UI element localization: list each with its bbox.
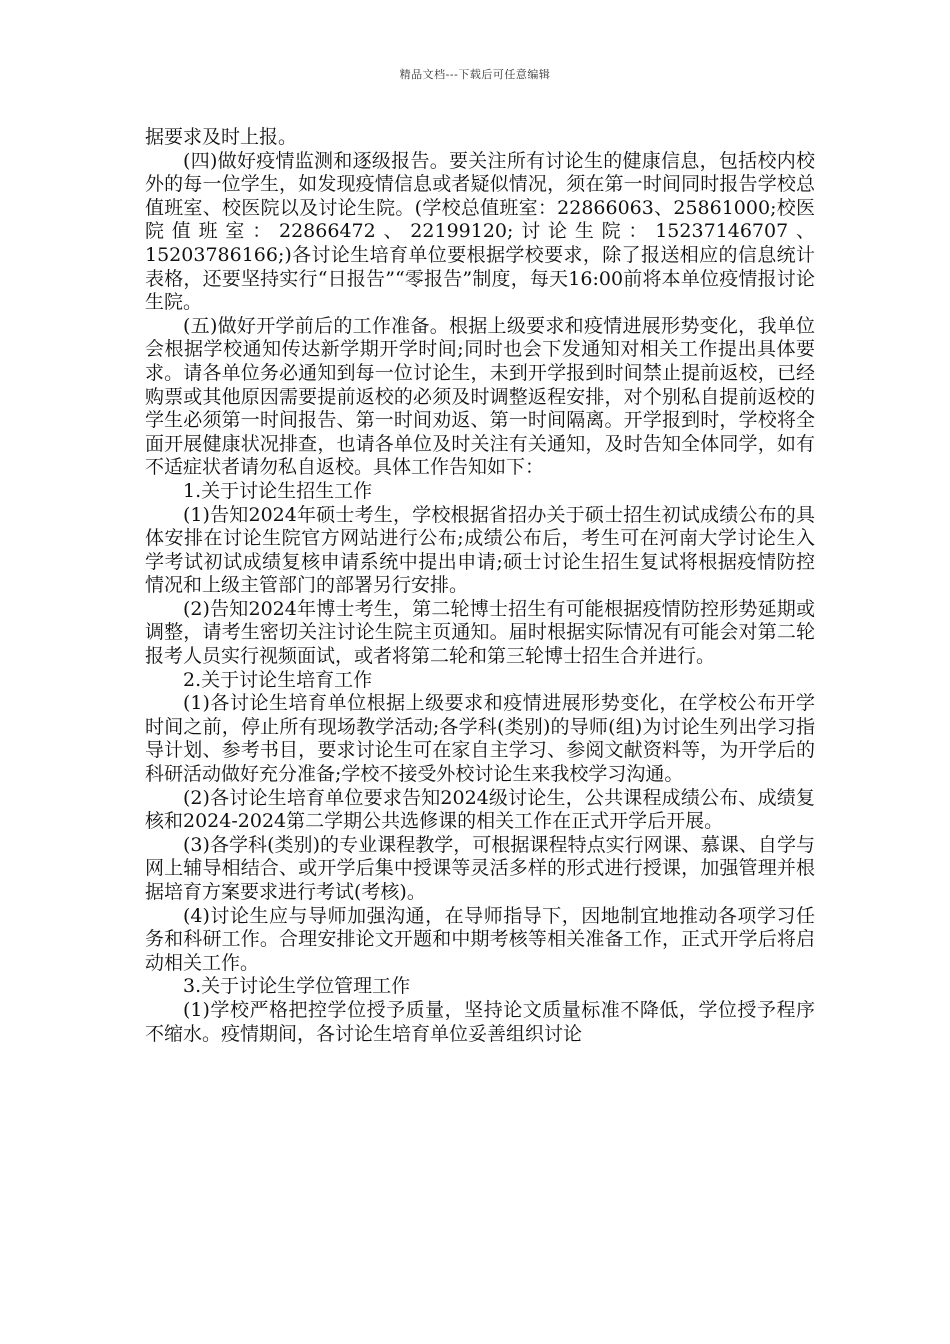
paragraph-epidemic-reporting: (四)做好疫情监测和逐级报告。要关注所有讨论生的健康信息，包括校内校外的每一位学生，如发现疫情信息或者疑似情况，须在第一时间同时报告学校总值班室、校医院以及讨论生院。(学校总值班室：22866063、25861000;校医院值班室：22866472、22199120;讨论生院：15237146707、15203786166;)各讨论生培育单位要根据学校要求，除了报送相应的信息统计表格，还要坚持实行“日报告”“零报告”制度，每天16:00前将本单位疫情报讨论生院。 (145, 149, 815, 314)
paragraph-continuation: 据要求及时上报。 (145, 126, 298, 148)
paragraph-training-1: (1)各讨论生培育单位根据上级要求和疫情进展形势变化，在学校公布开学时间之前，停止所有现场教学活动;各学科(类别)的导师(组)为讨论生列出学习指导计划、参考书目，要求讨论生可在家自主学习、参阅文献资料等，为开学后的科研活动做好充分准备;学校不接受外校讨论生来我校学习沟通。 (145, 692, 815, 786)
section-heading-training: 2.关于讨论生培育工作 (183, 668, 373, 691)
paragraph-training-3: (3)各学科(类别)的专业课程教学，可根据课程特点实行网课、慕课、自学与网上辅导相结合、或开学后集中授课等灵活多样的形式进行授课，加强管理并根据培育方案要求进行考试(考核)。 (145, 833, 815, 903)
document-body (145, 126, 815, 1046)
section-heading-admissions: 1.关于讨论生招生工作 (183, 479, 373, 502)
paragraph-degree-1: (1)学校严格把控学位授予质量，坚持论文质量标准不降低，学位授予程序不缩水。疫情期间，各讨论生培育单位妥善组织讨论 (145, 998, 815, 1045)
paragraph-doctoral-candidates: (2)告知2024年博士考生，第二轮博士招生有可能根据疫情防控形势延期或调整，请考生密切关注讨论生院主页通知。届时根据实际情况有可能会对第二轮报考人员实行视频面试，或者将第二轮和第三轮博士招生合并进行。 (145, 597, 815, 668)
paragraph-training-2: (2)各讨论生培育单位要求告知2024级讨论生，公共课程成绩公布、成绩复核和2024-2024第二学期公共选修课的相关工作在正式开学后开展。 (145, 786, 815, 833)
paragraph-training-4: (4)讨论生应与导师加强沟通，在导师指导下，因地制宜地推动各项学习任务和科研工作。合理安排论文开题和中期考核等相关准备工作，正式开学后将启动相关工作。 (145, 904, 815, 974)
section-heading-degree: 3.关于讨论生学位管理工作 (183, 975, 411, 998)
paragraph-school-opening-prep: (五)做好开学前后的工作准备。根据上级要求和疫情进展形势变化，我单位会根据学校通知传达新学期开学时间;同时也会下发通知对相关工作提出具体要求。请各单位务必通知到每一位讨论生，未到开学报到时间禁止提前返校，已经购票或其他原因需要提前返校的必须及时调整返程安排，对个别私自提前返校的学生必须第一时间报告、第一时间劝返、第一时间隔离。开学报到时，学校将全面开展健康状况排查，也请各单位及时关注有关通知，及时告知全体同学，如有不适症状者请勿私自返校。具体工作告知如下： (145, 314, 815, 479)
paragraph-master-candidates: (1)告知2024年硕士考生，学校根据省招办关于硕士招生初试成绩公布的具体安排在讨论生院官方网站进行公布;成绩公布后，考生可在河南大学讨论生入学考试初试成绩复核申请系统中提出申请;硕士讨论生招生复试将根据疫情防控情况和上级主管部门的部署另行安排。 (145, 503, 815, 597)
page-header: 精品文档---下载后可任意编辑 (399, 68, 551, 81)
